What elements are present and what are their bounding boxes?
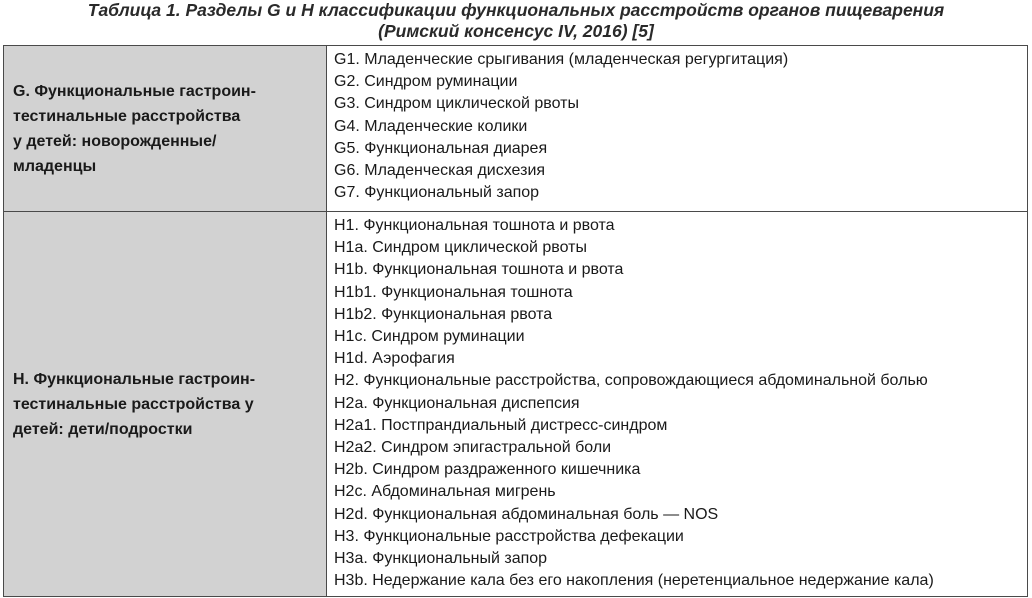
list-item: G5. Функциональная диарея [334, 139, 548, 157]
list-item: G7. Функциональный запор [334, 184, 540, 202]
list-item: H2b. Синдром раздраженного кишечника [334, 461, 641, 479]
list-item: H2a2. Синдром эпигастральной боли [334, 439, 612, 457]
list-item: G4. Младенческие колики [334, 117, 528, 135]
list-item: G1. Младенческие срыгивания (младенческая регургитация) [334, 51, 789, 68]
list-item: H3a. Функциональный запор [334, 550, 548, 568]
list-item: H1d. Аэрофагия [334, 350, 455, 368]
list-item: H3. Функциональные расстройства дефекации [334, 527, 684, 545]
list-item: H3b. Недержание кала без его накопления (неретенциальное недержание кала) [334, 572, 934, 590]
category-line: тестинальные расстройства у [13, 395, 254, 413]
list-item: G3. Синдром циклической рвоты [334, 95, 579, 113]
table-row-h [4, 212, 1028, 597]
category-line: тестинальные расстройства [13, 107, 241, 125]
list-item: H2. Функциональные расстройства, сопровождающиеся абдоминальной болью [334, 372, 928, 390]
list-item: H1c. Синдром руминации [334, 328, 525, 346]
table-caption [0, 0, 1032, 42]
classification-table [3, 45, 1028, 597]
list-item: H2a. Функциональная диспепсия [334, 394, 580, 412]
list-item: H1b1. Функциональная тошнота [334, 283, 573, 301]
category-line: детей: дети/подростки [13, 420, 193, 438]
table-row-g [4, 46, 1028, 212]
category-cell-g [4, 46, 327, 212]
list-item: H1b. Функциональная тошнота и рвота [334, 261, 624, 279]
category-line: младенцы [13, 157, 97, 175]
list-item: H1. Функциональная тошнота и рвота [334, 217, 615, 234]
list-item: H1b2. Функциональная рвота [334, 305, 553, 323]
caption-line-2: (Римский консенсус IV, 2016) [5] [378, 21, 654, 41]
category-cell-h [4, 212, 327, 597]
list-item: H2a1. Постпрандиальный дистресс-синдром [334, 416, 668, 434]
category-line: H. Функциональные гастроин- [13, 370, 256, 388]
list-item: H1a. Синдром циклической рвоты [334, 239, 587, 257]
category-line: G. Функциональные гастроин- [13, 82, 256, 100]
list-item: H2d. Функциональная абдоминальная боль — NOS [334, 505, 719, 523]
list-item: H2c. Абдоминальная мигрень [334, 483, 556, 501]
category-line: у детей: новорожденные/ [13, 132, 217, 150]
caption-line-1: Таблица 1. Разделы G и H классификации функциональных расстройств органов пищеварения [87, 0, 945, 20]
list-item: G2. Синдром руминации [334, 73, 518, 91]
items-cell-h [327, 212, 1028, 597]
list-item: G6. Младенческая дисхезия [334, 162, 546, 180]
items-cell-g [327, 46, 1028, 212]
